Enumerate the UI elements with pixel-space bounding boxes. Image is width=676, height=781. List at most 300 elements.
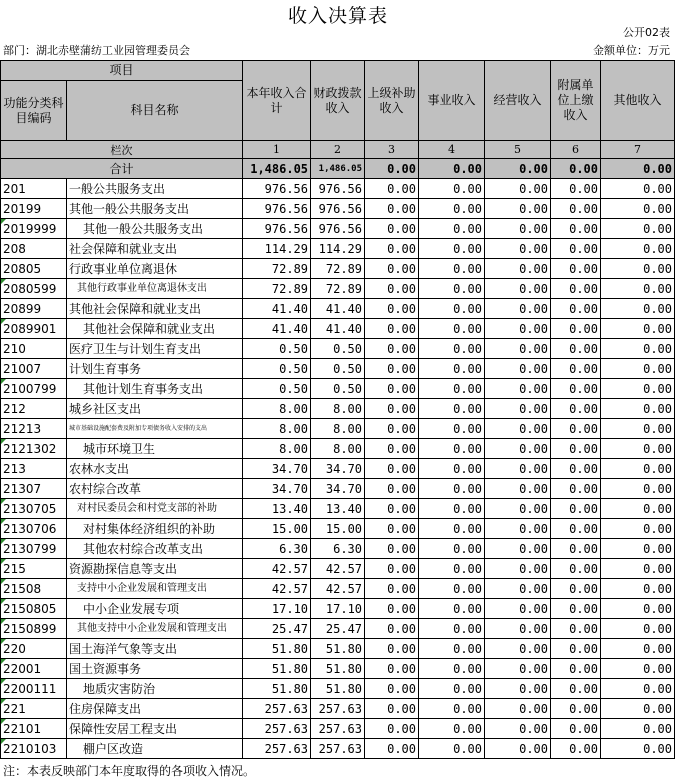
row-business-value: 0.00 bbox=[419, 299, 485, 319]
row-business-value: 0.00 bbox=[419, 239, 485, 259]
row-fiscal-value: 15.00 bbox=[311, 519, 365, 539]
table-row bbox=[1, 359, 675, 379]
row-other-value: 0.00 bbox=[601, 339, 675, 359]
row-operating-value: 0.00 bbox=[485, 479, 551, 499]
row-other-value: 0.00 bbox=[601, 719, 675, 739]
row-operating-value: 0.00 bbox=[485, 639, 551, 659]
row-operating-value: 0.00 bbox=[485, 399, 551, 419]
row-code: 2080599 bbox=[1, 279, 67, 299]
row-code: 213 bbox=[1, 459, 67, 479]
row-fiscal-value: 8.00 bbox=[311, 419, 365, 439]
row-code: 21213 bbox=[1, 419, 67, 439]
column-number: 1 bbox=[243, 141, 311, 159]
row-superior-value: 0.00 bbox=[365, 699, 419, 719]
row-total-value: 51.80 bbox=[243, 679, 311, 699]
row-affiliated-value: 0.00 bbox=[551, 299, 601, 319]
row-affiliated-value: 0.00 bbox=[551, 219, 601, 239]
row-operating-value: 0.00 bbox=[485, 179, 551, 199]
row-affiliated-value: 0.00 bbox=[551, 479, 601, 499]
table-row bbox=[1, 459, 675, 479]
row-superior-value: 0.00 bbox=[365, 179, 419, 199]
row-subject-name: 医疗卫生与计划生育支出 bbox=[67, 339, 243, 359]
row-subject-name: 棚户区改造 bbox=[67, 739, 243, 759]
row-code: 21307 bbox=[1, 479, 67, 499]
amount-unit-label: 金额单位：万元 bbox=[593, 44, 670, 57]
row-superior-value: 0.00 bbox=[365, 619, 419, 639]
table-row bbox=[1, 479, 675, 499]
row-code: 2150899 bbox=[1, 619, 67, 639]
row-total-value: 51.80 bbox=[243, 639, 311, 659]
row-business-value: 0.00 bbox=[419, 699, 485, 719]
row-total-value: 114.29 bbox=[243, 239, 311, 259]
row-subject-name: 对村民委员会和村党支部的补助 bbox=[67, 499, 243, 519]
row-other-value: 0.00 bbox=[601, 279, 675, 299]
row-total-value: 976.56 bbox=[243, 219, 311, 239]
row-total-value: 257.63 bbox=[243, 719, 311, 739]
form-number: 公开02表 bbox=[623, 26, 670, 39]
income-table bbox=[0, 60, 675, 759]
row-total-value: 72.89 bbox=[243, 279, 311, 299]
row-affiliated-value: 0.00 bbox=[551, 719, 601, 739]
row-other-value: 0.00 bbox=[601, 179, 675, 199]
row-subject-name: 农林水支出 bbox=[67, 459, 243, 479]
total-value: 1,486.05 bbox=[311, 159, 365, 179]
table-row bbox=[1, 419, 675, 439]
row-subject-name: 其他社会保障和就业支出 bbox=[67, 299, 243, 319]
row-business-value: 0.00 bbox=[419, 739, 485, 759]
table-row bbox=[1, 379, 675, 399]
header-affiliated: 附属单位上缴收入 bbox=[551, 61, 601, 141]
row-superior-value: 0.00 bbox=[365, 739, 419, 759]
row-superior-value: 0.00 bbox=[365, 239, 419, 259]
row-operating-value: 0.00 bbox=[485, 679, 551, 699]
row-business-value: 0.00 bbox=[419, 499, 485, 519]
row-fiscal-value: 42.57 bbox=[311, 579, 365, 599]
total-value: 0.00 bbox=[365, 159, 419, 179]
row-fiscal-value: 976.56 bbox=[311, 219, 365, 239]
row-business-value: 0.00 bbox=[419, 559, 485, 579]
row-subject-name: 国土资源事务 bbox=[67, 659, 243, 679]
row-subject-name: 其他社会保障和就业支出 bbox=[67, 319, 243, 339]
column-number: 3 bbox=[365, 141, 419, 159]
table-row bbox=[1, 179, 675, 199]
department-label: 部门：湖北赤壁蒲纺工业园管理委员会 bbox=[3, 44, 190, 57]
table-row bbox=[1, 719, 675, 739]
row-total-value: 0.50 bbox=[243, 339, 311, 359]
row-fiscal-value: 0.50 bbox=[311, 379, 365, 399]
row-operating-value: 0.00 bbox=[485, 619, 551, 639]
row-fiscal-value: 257.63 bbox=[311, 739, 365, 759]
row-other-value: 0.00 bbox=[601, 679, 675, 699]
row-subject-name: 其他行政事业单位离退休支出 bbox=[67, 279, 243, 299]
row-total-value: 15.00 bbox=[243, 519, 311, 539]
row-operating-value: 0.00 bbox=[485, 259, 551, 279]
row-superior-value: 0.00 bbox=[365, 579, 419, 599]
row-affiliated-value: 0.00 bbox=[551, 519, 601, 539]
row-fiscal-value: 51.80 bbox=[311, 679, 365, 699]
row-operating-value: 0.00 bbox=[485, 279, 551, 299]
row-code: 2130705 bbox=[1, 499, 67, 519]
row-code: 20805 bbox=[1, 259, 67, 279]
row-business-value: 0.00 bbox=[419, 539, 485, 559]
column-number: 4 bbox=[419, 141, 485, 159]
row-subject-name: 中小企业发展专项 bbox=[67, 599, 243, 619]
row-code: 2130706 bbox=[1, 519, 67, 539]
row-other-value: 0.00 bbox=[601, 319, 675, 339]
table-row bbox=[1, 199, 675, 219]
row-business-value: 0.00 bbox=[419, 579, 485, 599]
row-total-value: 0.50 bbox=[243, 379, 311, 399]
row-code: 22001 bbox=[1, 659, 67, 679]
header-subject-name: 科目名称 bbox=[67, 81, 243, 141]
row-subject-name: 其他计划生育事务支出 bbox=[67, 379, 243, 399]
row-business-value: 0.00 bbox=[419, 199, 485, 219]
row-code: 210 bbox=[1, 339, 67, 359]
row-operating-value: 0.00 bbox=[485, 739, 551, 759]
row-operating-value: 0.00 bbox=[485, 699, 551, 719]
row-business-value: 0.00 bbox=[419, 339, 485, 359]
row-business-value: 0.00 bbox=[419, 379, 485, 399]
row-business-value: 0.00 bbox=[419, 599, 485, 619]
row-fiscal-value: 114.29 bbox=[311, 239, 365, 259]
row-subject-name: 地质灾害防治 bbox=[67, 679, 243, 699]
table-row bbox=[1, 579, 675, 599]
row-code: 212 bbox=[1, 399, 67, 419]
header-total-income: 本年收入合计 bbox=[243, 61, 311, 141]
table-row bbox=[1, 219, 675, 239]
row-superior-value: 0.00 bbox=[365, 519, 419, 539]
row-fiscal-value: 51.80 bbox=[311, 659, 365, 679]
row-superior-value: 0.00 bbox=[365, 219, 419, 239]
row-affiliated-value: 0.00 bbox=[551, 699, 601, 719]
row-affiliated-value: 0.00 bbox=[551, 399, 601, 419]
row-superior-value: 0.00 bbox=[365, 719, 419, 739]
row-superior-value: 0.00 bbox=[365, 359, 419, 379]
table-row bbox=[1, 299, 675, 319]
row-other-value: 0.00 bbox=[601, 459, 675, 479]
row-fiscal-value: 6.30 bbox=[311, 539, 365, 559]
row-superior-value: 0.00 bbox=[365, 679, 419, 699]
row-operating-value: 0.00 bbox=[485, 519, 551, 539]
table-row bbox=[1, 519, 675, 539]
row-other-value: 0.00 bbox=[601, 479, 675, 499]
row-subject-name: 其他一般公共服务支出 bbox=[67, 219, 243, 239]
row-business-value: 0.00 bbox=[419, 359, 485, 379]
row-code: 2019999 bbox=[1, 219, 67, 239]
row-total-value: 13.40 bbox=[243, 499, 311, 519]
total-value: 0.00 bbox=[601, 159, 675, 179]
row-affiliated-value: 0.00 bbox=[551, 679, 601, 699]
row-business-value: 0.00 bbox=[419, 639, 485, 659]
row-other-value: 0.00 bbox=[601, 599, 675, 619]
row-superior-value: 0.00 bbox=[365, 339, 419, 359]
row-subject-name: 其他支持中小企业发展和管理支出 bbox=[67, 619, 243, 639]
row-other-value: 0.00 bbox=[601, 379, 675, 399]
row-code: 215 bbox=[1, 559, 67, 579]
table-row bbox=[1, 559, 675, 579]
total-value: 0.00 bbox=[485, 159, 551, 179]
table-row bbox=[1, 679, 675, 699]
row-fiscal-value: 8.00 bbox=[311, 399, 365, 419]
row-superior-value: 0.00 bbox=[365, 379, 419, 399]
row-business-value: 0.00 bbox=[419, 519, 485, 539]
row-other-value: 0.00 bbox=[601, 199, 675, 219]
row-subject-name: 计划生育事务 bbox=[67, 359, 243, 379]
table-row bbox=[1, 659, 675, 679]
row-business-value: 0.00 bbox=[419, 679, 485, 699]
row-fiscal-value: 13.40 bbox=[311, 499, 365, 519]
row-superior-value: 0.00 bbox=[365, 439, 419, 459]
header-operating: 经营收入 bbox=[485, 61, 551, 141]
row-business-value: 0.00 bbox=[419, 459, 485, 479]
row-total-value: 257.63 bbox=[243, 699, 311, 719]
header-func-code: 功能分类科目编码 bbox=[1, 81, 67, 141]
row-total-value: 34.70 bbox=[243, 459, 311, 479]
row-business-value: 0.00 bbox=[419, 399, 485, 419]
row-operating-value: 0.00 bbox=[485, 419, 551, 439]
row-business-value: 0.00 bbox=[419, 479, 485, 499]
table-row bbox=[1, 279, 675, 299]
row-affiliated-value: 0.00 bbox=[551, 599, 601, 619]
column-number: 5 bbox=[485, 141, 551, 159]
footnote: 注：本表反映部门本年度取得的各项收入情况。 bbox=[3, 764, 256, 778]
table-row bbox=[1, 599, 675, 619]
row-fiscal-value: 257.63 bbox=[311, 699, 365, 719]
header-superior: 上级补助收入 bbox=[365, 61, 419, 141]
row-affiliated-value: 0.00 bbox=[551, 239, 601, 259]
header-business: 事业收入 bbox=[419, 61, 485, 141]
row-business-value: 0.00 bbox=[419, 319, 485, 339]
row-operating-value: 0.00 bbox=[485, 339, 551, 359]
row-total-value: 8.00 bbox=[243, 439, 311, 459]
row-subject-name: 资源勘探信息等支出 bbox=[67, 559, 243, 579]
row-subject-name: 其他农村综合改革支出 bbox=[67, 539, 243, 559]
row-total-value: 51.80 bbox=[243, 659, 311, 679]
row-total-value: 72.89 bbox=[243, 259, 311, 279]
row-subject-name: 农村综合改革 bbox=[67, 479, 243, 499]
table-row bbox=[1, 259, 675, 279]
row-subject-name: 城乡社区支出 bbox=[67, 399, 243, 419]
row-subject-name: 对村集体经济组织的补助 bbox=[67, 519, 243, 539]
row-other-value: 0.00 bbox=[601, 639, 675, 659]
row-operating-value: 0.00 bbox=[485, 359, 551, 379]
row-subject-name: 保障性安居工程支出 bbox=[67, 719, 243, 739]
row-affiliated-value: 0.00 bbox=[551, 559, 601, 579]
header-fiscal: 财政拨款收入 bbox=[311, 61, 365, 141]
row-affiliated-value: 0.00 bbox=[551, 539, 601, 559]
row-affiliated-value: 0.00 bbox=[551, 439, 601, 459]
row-other-value: 0.00 bbox=[601, 659, 675, 679]
header-other: 其他收入 bbox=[601, 61, 675, 141]
row-fiscal-value: 72.89 bbox=[311, 279, 365, 299]
table-row bbox=[1, 439, 675, 459]
row-affiliated-value: 0.00 bbox=[551, 499, 601, 519]
row-other-value: 0.00 bbox=[601, 299, 675, 319]
row-fiscal-value: 41.40 bbox=[311, 299, 365, 319]
row-code: 21007 bbox=[1, 359, 67, 379]
row-total-value: 8.00 bbox=[243, 419, 311, 439]
row-other-value: 0.00 bbox=[601, 739, 675, 759]
header-item: 项目 bbox=[1, 61, 243, 81]
row-other-value: 0.00 bbox=[601, 239, 675, 259]
row-total-value: 41.40 bbox=[243, 299, 311, 319]
row-superior-value: 0.00 bbox=[365, 539, 419, 559]
row-other-value: 0.00 bbox=[601, 699, 675, 719]
row-code: 21508 bbox=[1, 579, 67, 599]
row-superior-value: 0.00 bbox=[365, 599, 419, 619]
row-operating-value: 0.00 bbox=[485, 659, 551, 679]
row-operating-value: 0.00 bbox=[485, 459, 551, 479]
row-fiscal-value: 34.70 bbox=[311, 479, 365, 499]
column-number: 6 bbox=[551, 141, 601, 159]
row-operating-value: 0.00 bbox=[485, 439, 551, 459]
row-other-value: 0.00 bbox=[601, 259, 675, 279]
column-index-label: 栏次 bbox=[1, 141, 243, 159]
table-body bbox=[1, 179, 675, 759]
row-affiliated-value: 0.00 bbox=[551, 659, 601, 679]
row-subject-name: 其他一般公共服务支出 bbox=[67, 199, 243, 219]
row-other-value: 0.00 bbox=[601, 399, 675, 419]
row-total-value: 976.56 bbox=[243, 199, 311, 219]
row-fiscal-value: 976.56 bbox=[311, 199, 365, 219]
row-operating-value: 0.00 bbox=[485, 579, 551, 599]
row-business-value: 0.00 bbox=[419, 439, 485, 459]
row-code: 2121302 bbox=[1, 439, 67, 459]
row-fiscal-value: 41.40 bbox=[311, 319, 365, 339]
row-other-value: 0.00 bbox=[601, 419, 675, 439]
table-row bbox=[1, 539, 675, 559]
row-fiscal-value: 42.57 bbox=[311, 559, 365, 579]
row-superior-value: 0.00 bbox=[365, 319, 419, 339]
row-operating-value: 0.00 bbox=[485, 239, 551, 259]
row-code: 2089901 bbox=[1, 319, 67, 339]
row-business-value: 0.00 bbox=[419, 259, 485, 279]
row-fiscal-value: 34.70 bbox=[311, 459, 365, 479]
row-total-value: 0.50 bbox=[243, 359, 311, 379]
row-superior-value: 0.00 bbox=[365, 299, 419, 319]
row-superior-value: 0.00 bbox=[365, 659, 419, 679]
row-superior-value: 0.00 bbox=[365, 259, 419, 279]
row-fiscal-value: 257.63 bbox=[311, 719, 365, 739]
row-other-value: 0.00 bbox=[601, 359, 675, 379]
row-superior-value: 0.00 bbox=[365, 399, 419, 419]
row-affiliated-value: 0.00 bbox=[551, 339, 601, 359]
row-affiliated-value: 0.00 bbox=[551, 459, 601, 479]
row-operating-value: 0.00 bbox=[485, 219, 551, 239]
row-business-value: 0.00 bbox=[419, 719, 485, 739]
row-fiscal-value: 8.00 bbox=[311, 439, 365, 459]
row-operating-value: 0.00 bbox=[485, 499, 551, 519]
row-affiliated-value: 0.00 bbox=[551, 639, 601, 659]
total-label: 合计 bbox=[1, 159, 243, 179]
row-code: 2150805 bbox=[1, 599, 67, 619]
row-subject-name: 国土海洋气象等支出 bbox=[67, 639, 243, 659]
row-subject-name: 一般公共服务支出 bbox=[67, 179, 243, 199]
row-business-value: 0.00 bbox=[419, 659, 485, 679]
total-value: 1,486.05 bbox=[243, 159, 311, 179]
row-affiliated-value: 0.00 bbox=[551, 359, 601, 379]
row-total-value: 41.40 bbox=[243, 319, 311, 339]
row-other-value: 0.00 bbox=[601, 539, 675, 559]
row-total-value: 8.00 bbox=[243, 399, 311, 419]
row-other-value: 0.00 bbox=[601, 499, 675, 519]
total-value: 0.00 bbox=[419, 159, 485, 179]
row-subject-name: 支持中小企业发展和管理支出 bbox=[67, 579, 243, 599]
row-operating-value: 0.00 bbox=[485, 319, 551, 339]
row-other-value: 0.00 bbox=[601, 439, 675, 459]
row-code: 2130799 bbox=[1, 539, 67, 559]
row-total-value: 6.30 bbox=[243, 539, 311, 559]
row-code: 22101 bbox=[1, 719, 67, 739]
row-total-value: 34.70 bbox=[243, 479, 311, 499]
row-other-value: 0.00 bbox=[601, 219, 675, 239]
row-affiliated-value: 0.00 bbox=[551, 579, 601, 599]
row-business-value: 0.00 bbox=[419, 179, 485, 199]
row-subject-name: 住房保障支出 bbox=[67, 699, 243, 719]
row-other-value: 0.00 bbox=[601, 619, 675, 639]
row-fiscal-value: 72.89 bbox=[311, 259, 365, 279]
row-code: 2210103 bbox=[1, 739, 67, 759]
row-code: 220 bbox=[1, 639, 67, 659]
row-superior-value: 0.00 bbox=[365, 639, 419, 659]
row-code: 20199 bbox=[1, 199, 67, 219]
row-operating-value: 0.00 bbox=[485, 539, 551, 559]
row-superior-value: 0.00 bbox=[365, 199, 419, 219]
row-operating-value: 0.00 bbox=[485, 379, 551, 399]
row-subject-name: 城市环境卫生 bbox=[67, 439, 243, 459]
row-total-value: 976.56 bbox=[243, 179, 311, 199]
row-subject-name: 城市基础设施配套费及附加专项债务收入安排的支出 bbox=[67, 419, 243, 439]
table-row bbox=[1, 339, 675, 359]
row-total-value: 17.10 bbox=[243, 599, 311, 619]
row-subject-name: 行政事业单位离退休 bbox=[67, 259, 243, 279]
table-row bbox=[1, 699, 675, 719]
row-other-value: 0.00 bbox=[601, 579, 675, 599]
row-affiliated-value: 0.00 bbox=[551, 199, 601, 219]
row-fiscal-value: 0.50 bbox=[311, 359, 365, 379]
row-business-value: 0.00 bbox=[419, 219, 485, 239]
row-affiliated-value: 0.00 bbox=[551, 619, 601, 639]
row-affiliated-value: 0.00 bbox=[551, 319, 601, 339]
table-row bbox=[1, 639, 675, 659]
row-affiliated-value: 0.00 bbox=[551, 259, 601, 279]
row-operating-value: 0.00 bbox=[485, 299, 551, 319]
row-superior-value: 0.00 bbox=[365, 479, 419, 499]
report-title: 收入决算表 bbox=[287, 5, 388, 27]
row-superior-value: 0.00 bbox=[365, 499, 419, 519]
row-other-value: 0.00 bbox=[601, 519, 675, 539]
row-business-value: 0.00 bbox=[419, 419, 485, 439]
row-business-value: 0.00 bbox=[419, 279, 485, 299]
row-code: 221 bbox=[1, 699, 67, 719]
row-affiliated-value: 0.00 bbox=[551, 419, 601, 439]
row-subject-name: 社会保障和就业支出 bbox=[67, 239, 243, 259]
column-number: 7 bbox=[601, 141, 675, 159]
row-fiscal-value: 976.56 bbox=[311, 179, 365, 199]
row-fiscal-value: 0.50 bbox=[311, 339, 365, 359]
row-affiliated-value: 0.00 bbox=[551, 739, 601, 759]
row-superior-value: 0.00 bbox=[365, 419, 419, 439]
table-row bbox=[1, 399, 675, 419]
row-superior-value: 0.00 bbox=[365, 559, 419, 579]
row-operating-value: 0.00 bbox=[485, 559, 551, 579]
row-operating-value: 0.00 bbox=[485, 199, 551, 219]
row-business-value: 0.00 bbox=[419, 619, 485, 639]
row-total-value: 42.57 bbox=[243, 559, 311, 579]
row-code: 2200111 bbox=[1, 679, 67, 699]
row-affiliated-value: 0.00 bbox=[551, 179, 601, 199]
row-code: 208 bbox=[1, 239, 67, 259]
